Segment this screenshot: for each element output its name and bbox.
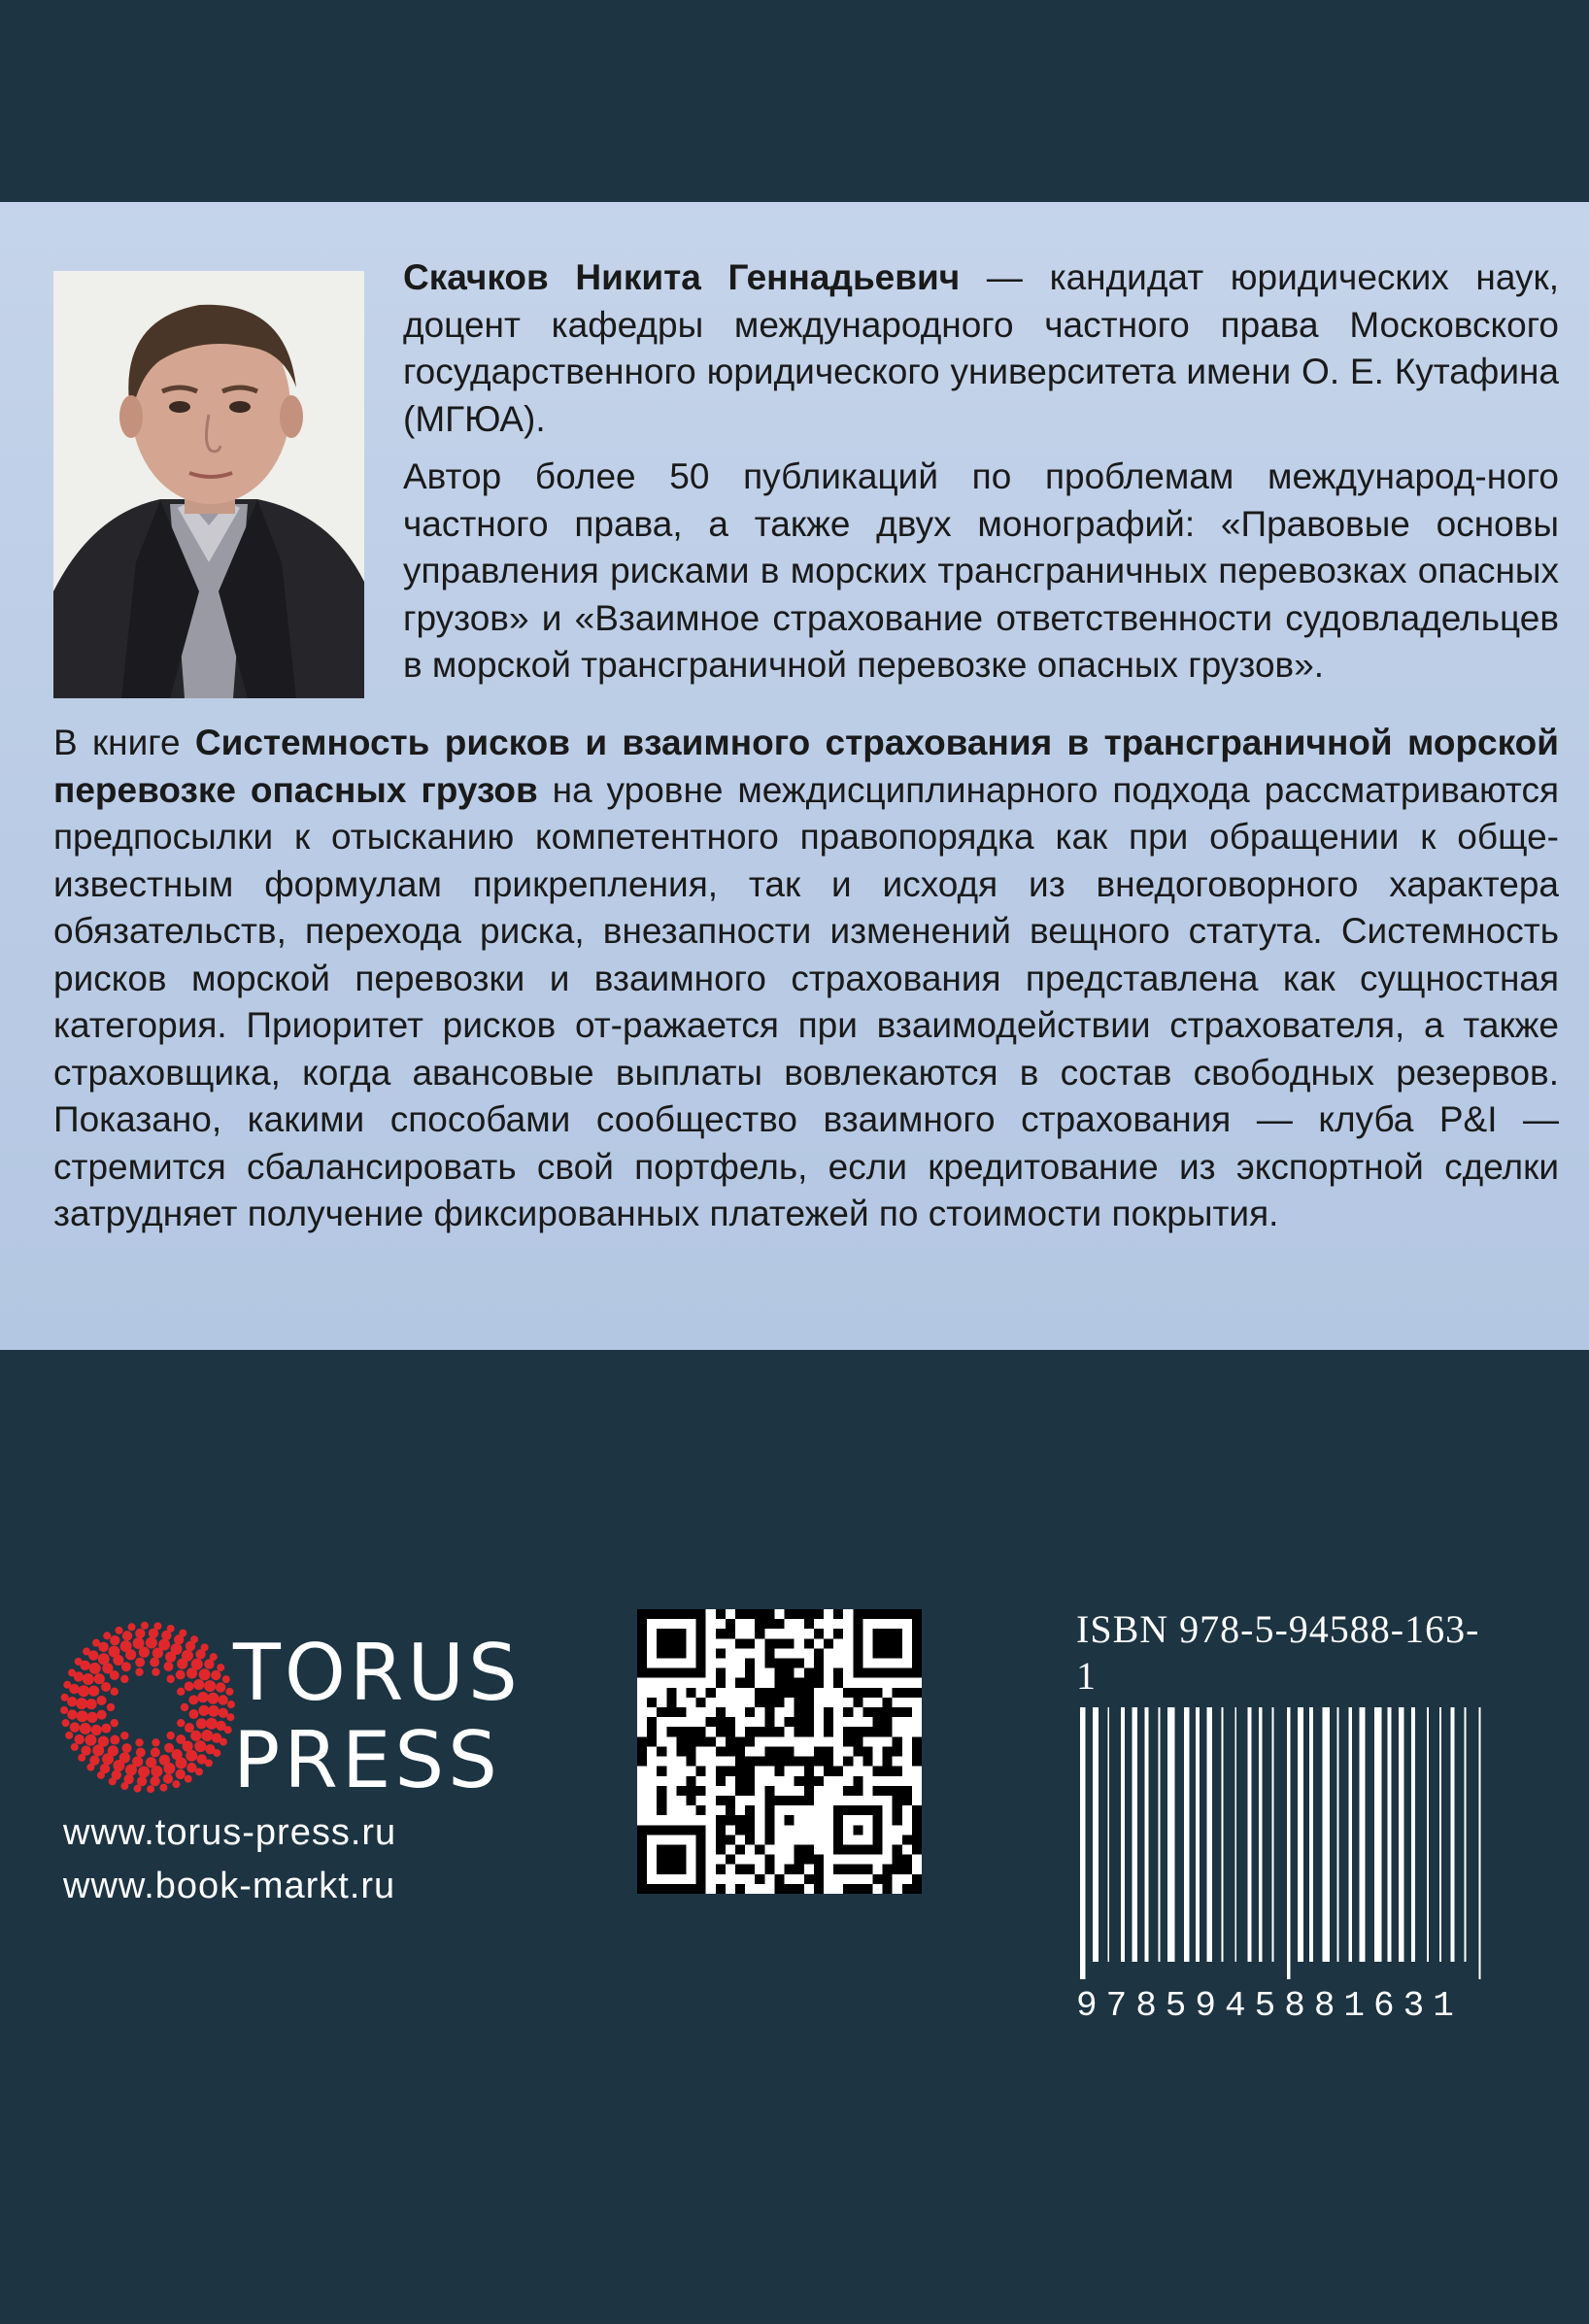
publisher-urls xyxy=(63,1806,396,1913)
qr-code-icon xyxy=(637,1609,922,1894)
publisher-url-1: www.torus-press.ru xyxy=(63,1812,397,1853)
author-credentials: — кандидат юридических наук, доцент кафедры международного частного права Московского государственного юридического университета имени О. Е. Кутафина (МГЮА). xyxy=(403,257,1559,439)
author-portrait-image xyxy=(53,271,364,698)
publisher-name xyxy=(233,1630,522,1804)
publisher-url-2: www.book-markt.ru xyxy=(63,1866,396,1906)
torus-press-logo-icon xyxy=(60,1620,235,1795)
publisher-name-line1: TORUS xyxy=(233,1628,522,1718)
isbn-label: ISBN 978-5-94588-163-1 xyxy=(1076,1607,1480,1698)
publisher-name-line2: PRESS xyxy=(233,1715,501,1805)
barcode-icon xyxy=(1076,1707,1486,1979)
author-bio xyxy=(403,254,1559,700)
author-photo xyxy=(53,271,364,698)
book-title: Системность рисков и взаимного страхования в трансграничной морской перевозке опасных грузов xyxy=(53,723,1560,810)
annotation-lead: В книге xyxy=(53,723,195,762)
annotation-panel xyxy=(0,202,1589,1350)
author-intro xyxy=(403,254,1559,443)
author-name: Скачков Никита Геннадьевич xyxy=(403,257,961,297)
author-publications: Автор более 50 публикаций по проблемам международ-ного частного права, а также двух монографий: «Правовые основы управления рисками в морских трансграничных перевозках опасных грузов» и «Взаимное страхование ответственности судовладельцев в морской трансграничной перевозке опасных грузов». xyxy=(403,456,1559,685)
book-annotation xyxy=(53,720,1559,1238)
isbn-digits: 9785945881631 xyxy=(1076,1986,1463,2026)
annotation-body: на уровне междисциплинарного подхода рассматриваются предпосылки к отысканию компетентного правопорядка как при обращении к обще-известным формулам прикрепления, так и исходя из внедоговорного характера обязательств, перехода риска, внезапности изменений вещного статута. Системность рисков морской перевозки и взаимного страхования представлена как сущностная категория. Приоритет рисков от-ражается при взаимодействии страхователя, а также страховщика, когда авансовые выплаты вовлекаются в состав свободных резервов. Показано, какими способами сообщество взаимного страхования — клуба P&I — стремится сбалансировать свой портфель, если кредитование из экспортной сделки затрудняет получение фиксированных платежей по стоимости покрытия. xyxy=(53,769,1559,1233)
isbn-block xyxy=(1076,1606,1486,2028)
